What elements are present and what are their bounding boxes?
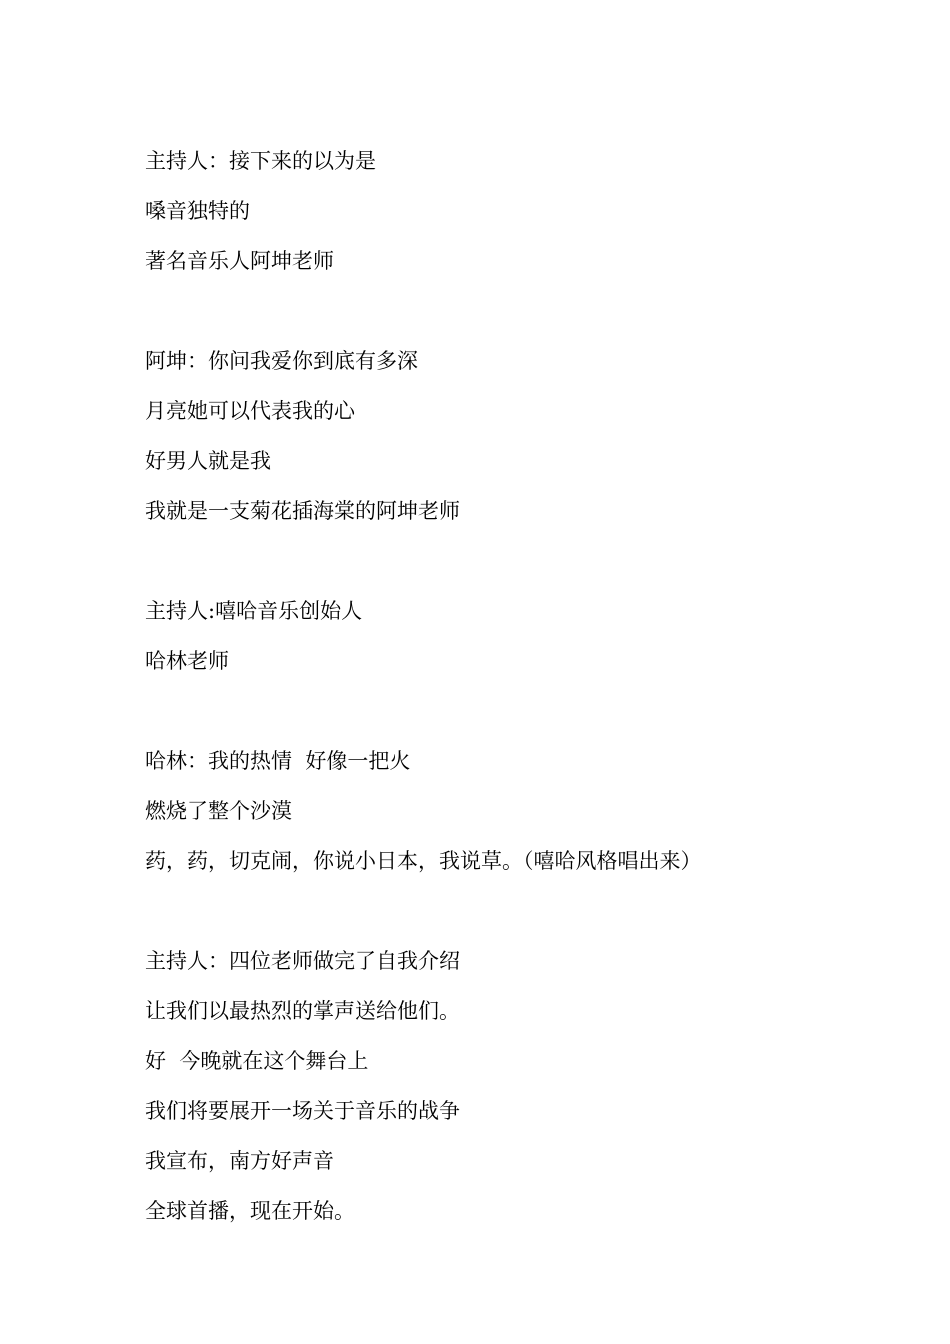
paragraph-gap: [145, 286, 905, 336]
paragraph-gap: [145, 536, 905, 586]
text-line: 燃烧了整个沙漠: [145, 799, 292, 823]
paragraph-host-intro-akun: [145, 136, 905, 286]
text-line: 著名音乐人阿坤老师: [145, 249, 334, 273]
paragraph-gap: [145, 686, 905, 736]
text-line: 哈林：我的热情 好像一把火: [145, 749, 411, 773]
document-body: [145, 136, 905, 1236]
text-line: 嗓音独特的: [145, 199, 250, 223]
text-line: 阿坤：你问我爱你到底有多深: [145, 349, 418, 373]
text-line: 我就是一支菊花插海棠的阿坤老师: [145, 499, 460, 523]
paragraph-host-closing: [145, 936, 905, 1236]
paragraph-halin-speech: [145, 736, 905, 886]
text-line: 我宣布，南方好声音: [145, 1149, 334, 1173]
text-line: 全球首播，现在开始。: [145, 1199, 355, 1223]
text-line: 月亮她可以代表我的心: [145, 399, 355, 423]
text-line: 让我们以最热烈的掌声送给他们。: [145, 999, 460, 1023]
text-line: 好男人就是我: [145, 449, 271, 473]
text-line: 药，药，切克闹，你说小日本，我说草。（嘻哈风格唱出来）: [145, 849, 702, 873]
paragraph-gap: [145, 886, 905, 936]
text-line: 我们将要展开一场关于音乐的战争: [145, 1099, 460, 1123]
paragraph-host-intro-halin: [145, 586, 905, 686]
text-line: 哈林老师: [145, 649, 229, 673]
text-line: 主持人：接下来的以为是: [145, 149, 376, 173]
text-line: 主持人：四位老师做完了自我介绍: [145, 949, 460, 973]
text-line: 主持人:嘻哈音乐创始人: [145, 599, 363, 623]
text-line: 好 今晚就在这个舞台上: [145, 1049, 369, 1073]
paragraph-akun-speech: [145, 336, 905, 536]
